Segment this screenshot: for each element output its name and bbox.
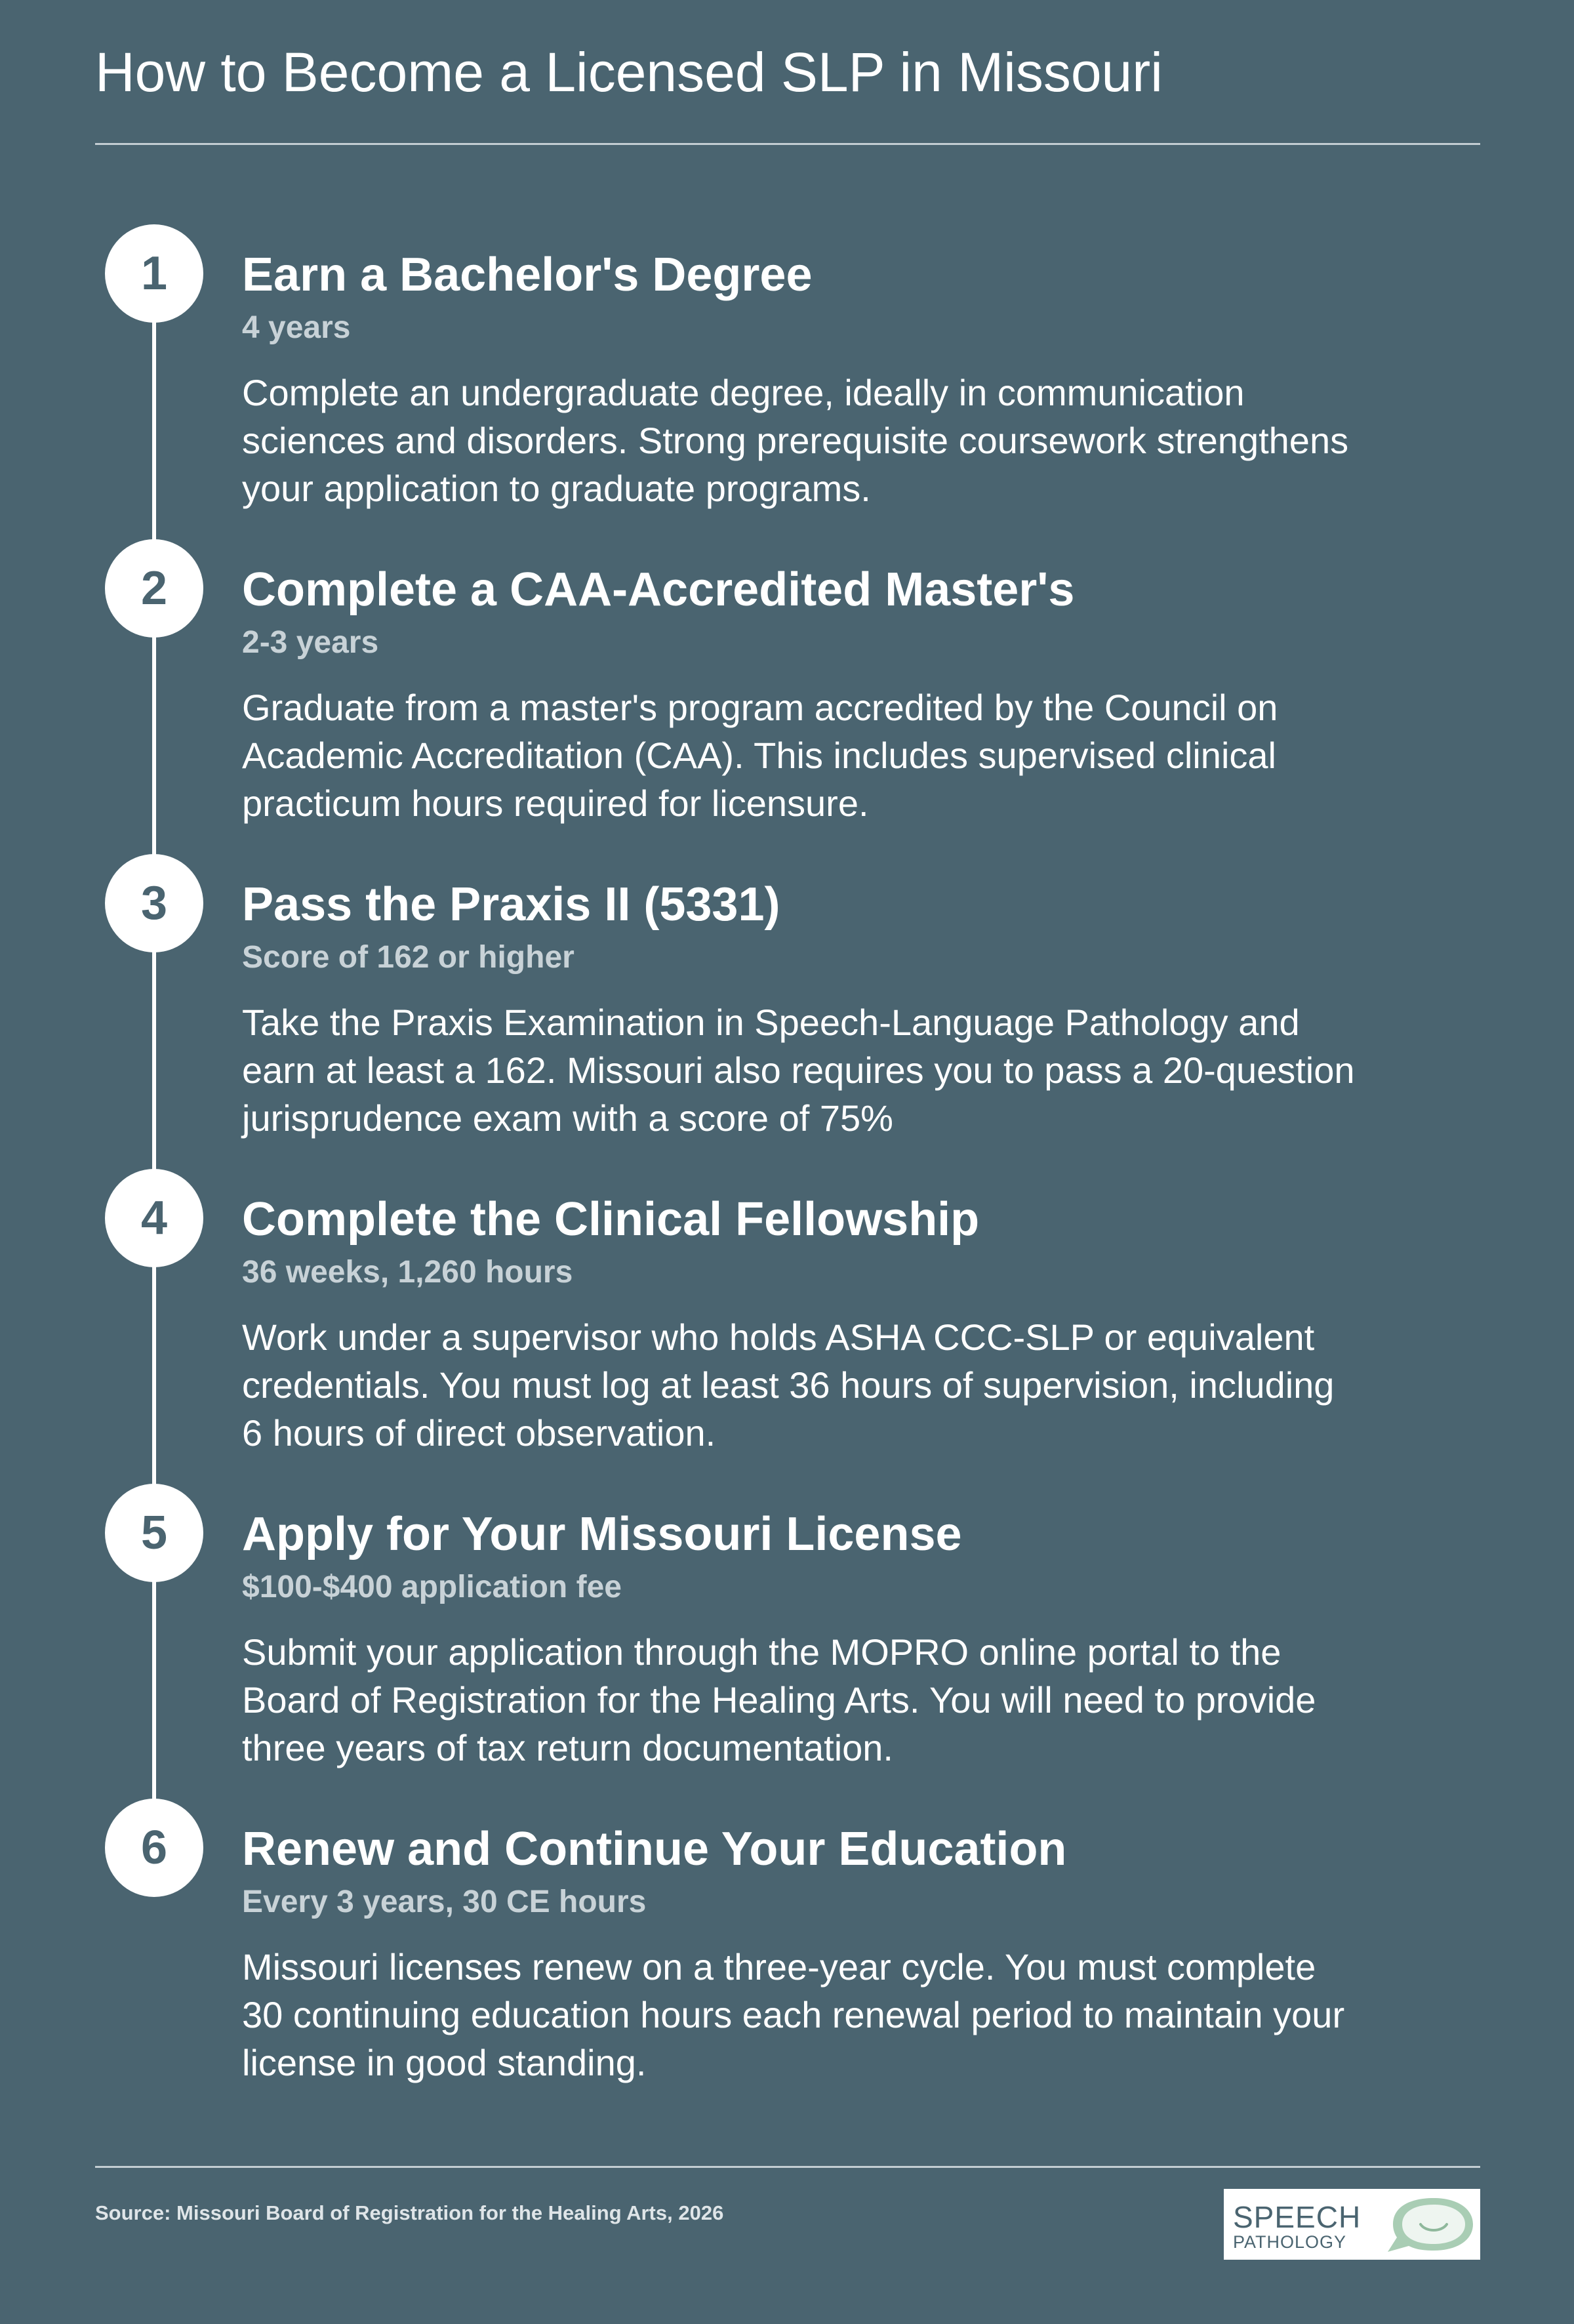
step-requirement: Score of 162 or higher <box>242 940 575 975</box>
step-description: Missouri licenses renew on a three-year cycle. You must complete 30 continuing education hours each renewal period to maintain your license in good standing. <box>242 1946 1345 2083</box>
step-1 <box>0 224 1574 539</box>
logo-word-speech: SPEECH <box>1233 2200 1362 2234</box>
step-3 <box>0 854 1574 1169</box>
step-frequency: Every 3 years, 30 CE hours <box>242 1885 647 1919</box>
step-title: Apply for Your Missouri License <box>242 1508 962 1560</box>
step-description: Graduate from a master's program accredited by the Council on Academic Accreditation (CAA). This includes supervised clinical practicum hours required for licensure. <box>242 687 1278 824</box>
step-title: Complete a CAA-Accredited Master's <box>242 563 1075 616</box>
source-citation: Source: Missouri Board of Registration for the Healing Arts, 2026 <box>95 2201 724 2224</box>
step-number-badge: 3 <box>105 854 203 952</box>
step-description: Submit your application through the MOPRO online portal to the Board of Registration for the Healing Arts. You will need to provide three years of tax return documentation. <box>242 1631 1316 1768</box>
bottom-divider <box>95 2166 1480 2168</box>
step-6 <box>0 1799 1574 2113</box>
step-duration: 4 years <box>242 310 351 345</box>
step-number-badge: 5 <box>105 1484 203 1582</box>
step-number-badge: 4 <box>105 1169 203 1267</box>
step-title: Pass the Praxis II (5331) <box>242 878 780 931</box>
step-title: Earn a Bachelor's Degree <box>242 249 813 301</box>
step-number-badge: 6 <box>105 1799 203 1897</box>
top-divider <box>95 143 1480 145</box>
step-4 <box>0 1169 1574 1484</box>
step-description: Complete an undergraduate degree, ideally in communication sciences and disorders. Strong prerequisite coursework strengthens your application to graduate programs. <box>242 372 1349 509</box>
step-5 <box>0 1484 1574 1799</box>
speech-bubble-smile-icon <box>1380 2194 1477 2254</box>
step-description: Take the Praxis Examination in Speech-Language Pathology and earn at least a 162. Missouri also requires you to pass a 20-question jurisprudence exam with a score of 75% <box>242 1002 1355 1139</box>
step-description: Work under a supervisor who holds ASHA CCC-SLP or equivalent credentials. You must log at least 36 hours of supervision, including 6 hours of direct observation. <box>242 1316 1335 1454</box>
step-number-badge: 2 <box>105 539 203 638</box>
step-duration: 36 weeks, 1,260 hours <box>242 1255 573 1290</box>
step-title: Complete the Clinical Fellowship <box>242 1193 980 1246</box>
step-title: Renew and Continue Your Education <box>242 1823 1067 1875</box>
logo-word-pathology: PATHOLOGY <box>1233 2232 1347 2252</box>
speech-pathology-logo[interactable] <box>1224 2189 1480 2260</box>
step-duration: 2-3 years <box>242 625 379 660</box>
step-number-badge: 1 <box>105 224 203 323</box>
page-title: How to Become a Licensed SLP in Missouri <box>95 41 1163 103</box>
step-fee: $100-$400 application fee <box>242 1570 622 1604</box>
step-2 <box>0 539 1574 854</box>
